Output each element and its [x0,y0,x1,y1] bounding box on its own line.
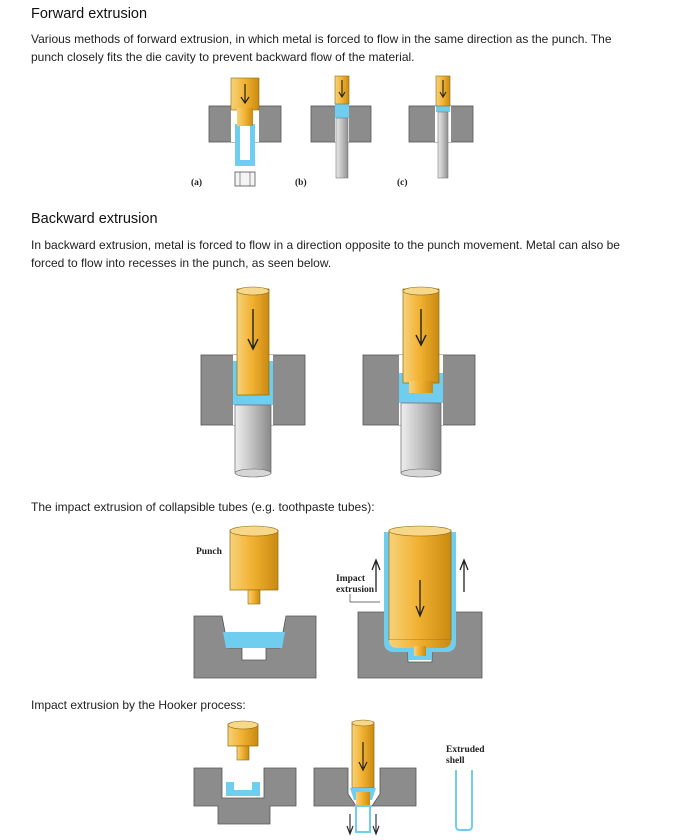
forward-diagram-a [191,78,281,188]
impact-label-line2: extrusion [336,585,374,595]
backward-diagram-right [363,287,475,477]
impact-diagram-left [194,526,316,678]
impact-caption: The impact extrusion of collapsible tubes (e.g. toothpaste tubes): [31,500,375,514]
impact-extrusion-figure [190,522,480,682]
forward-heading: Forward extrusion [31,6,148,22]
shell-label-line1: Extruded [446,745,485,755]
punch-label: Punch [196,547,222,557]
impact-label-line1: Impact [336,574,366,584]
forward-diagram-c [397,76,473,188]
backward-description: In backward extrusion, metal is forced to flow in a direction opposite to the punch movement. Metal can also be forced to flow into recesses in the punch, as seen below. [31,238,620,270]
forward-description: Various methods of forward extrusion, in which metal is forced to flow in the same direction as the punch. The punch closely fits the die cavity to prevent backward flow of the material. [31,32,612,64]
backward-heading: Backward extrusion [31,211,158,227]
label-c: (c) [397,178,408,188]
label-b: (b) [295,178,307,188]
hooker-caption: Impact extrusion by the Hooker process: [31,698,246,712]
forward-diagram-b [295,76,371,188]
hooker-diagram-middle [314,720,416,834]
backward-diagram-left [201,287,305,477]
hooker-process-figure [190,716,490,840]
impact-diagram-right [336,526,482,678]
backward-extrusion-figure [195,285,485,477]
label-a: (a) [191,178,203,188]
hooker-diagram-right [446,745,485,830]
forward-extrusion-figure [185,72,485,194]
hooker-diagram-left [194,721,296,824]
shell-label-line2: shell [446,756,465,766]
